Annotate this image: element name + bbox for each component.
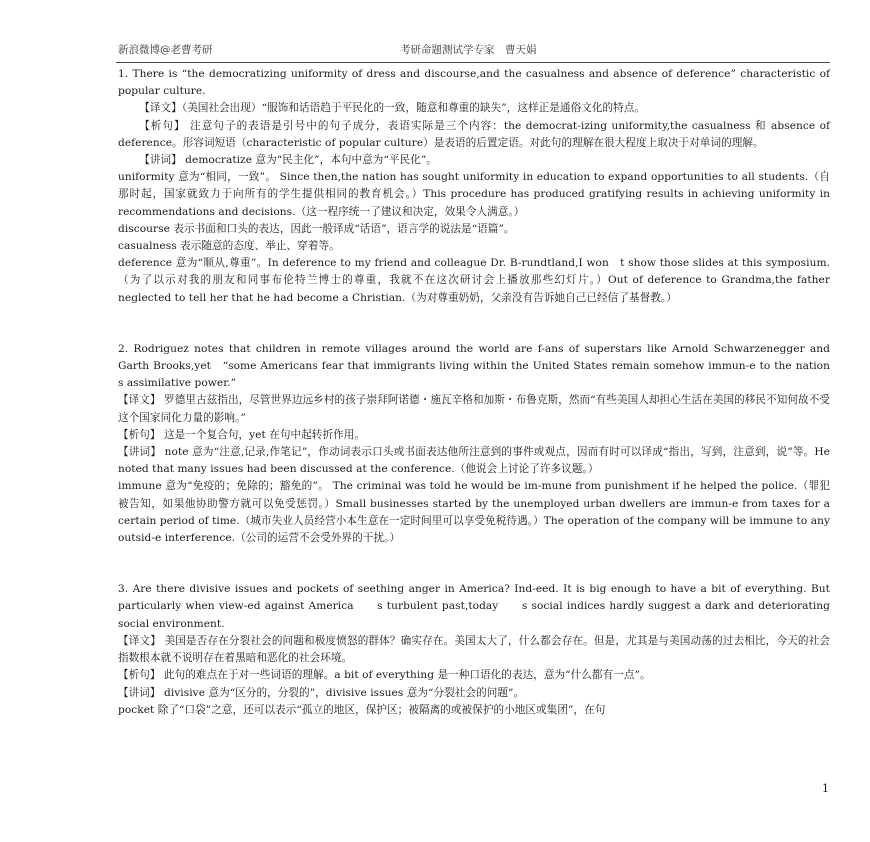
paragraph: 2. Rodriguez notes that children in remote villages around the world are f-ans of superstars like Arnold Schwarzenegger and Garth Brooks,yet “some Americans fear that immigrants living within the United States remain somehow immun-e to the nation s assimilative power.” [118, 342, 852, 390]
paragraph: 【译文】 罗德里古兹指出，尽管世界边远乡村的孩子崇拜阿诺德・施瓦辛格和加斯・布鲁克斯，然而“有些美国人却担心生活在美国的移民不知何故不受这个国家同化力量的影响。” [118, 394, 830, 424]
paragraph: 3. Are there divisive issues and pockets of seething anger in America? Ind-eed. It is big enough to have a bit of everything. But particularly when view-ed against America s turbulent past,today s social indices hardly suggest a dark and deteriorating social environment. [118, 583, 830, 630]
paragraph: immune 意为“免疫的；免除的；豁免的”。 The criminal was told he would be im-mune from punishment if he helped the police.（罪犯被告知，如果他协助警方就可以免受惩罚。）Small businesses started by the unemployed urban dwellers are immun-e from taxes for a certain period of time.（城市失业人员经营小本生意在一定时间里可以享受免税待遇。）The operation of the company will be immune to any outsid-e interference.（公司的运营不会受外界的干扰。） [118, 480, 830, 545]
paragraph: 【讲词】 note 意为“注意,记录,作笔记”，作动词表示口头或书面表达他所注意到的事件或观点，因而有时可以译成“指出，写到，注意到，说”等。He noted that many issues had been discussed at the conference.（他说会上讨论了许多议题。） [118, 446, 830, 476]
paragraph: deference 意为“顺从,尊重”。In deference to my friend and colleague Dr. B-rundtland,I won t show those slides at this symposium.（为了以示对我的朋友和同事布伦特兰博士的尊重，我就不在这次研讨会上播放那些幻灯片。）Out of deference to Grandma,the father neglected to tell her that he had become a Christian.（为对尊重奶奶，父亲没有告诉她自己已经信了基督教。） [118, 257, 830, 304]
section-2 [118, 341, 852, 547]
paragraph: 【讲词】 divisive 意为“区分的，分裂的”，divisive issues 意为“分裂社会的问题”。 [118, 686, 525, 699]
page-number: 1 [822, 782, 829, 795]
paragraph: 【译文】（美国社会出现）“服饰和话语趋于平民化的一致，随意和尊重的缺失”，这样正是通俗文化的特点。 [139, 102, 646, 115]
header-left: 新浪微博@老曹考研 [118, 44, 213, 56]
paragraph: discourse 表示书面和口头的表达，因此一般译成“话语”，语言学的说法是“语篇”。 [118, 222, 515, 235]
paragraph: 【析句】 此句的难点在于对一些词语的理解。a bit of everything 是一种口语化的表达，意为“什么都有一点”。 [118, 669, 651, 682]
section-gap [118, 547, 830, 581]
paragraph: 【析句】 注意句子的表语是引号中的句子成分，表语实际是三个内容：the democrat-izing uniformity,the casualness 和 absence of deference。形容词短语（characteristic of popular culture）是表语的后置定语。对此句的理解在很大程度上取决于对单词的理解。 [118, 119, 830, 149]
section-gap [118, 307, 830, 341]
paragraph: pocket 除了“口袋”之意，还可以表示“孤立的地区，保护区；被隔离的或被保护的小地区或集团”，在句 [118, 703, 606, 716]
paragraph: 【译文】 美国是否存在分裂社会的问题和极度愤怒的群体？确实存在。美国太大了，什么都会存在。但是，尤其是与美国动荡的过去相比，今天的社会指数根本就不说明存在着黑暗和恶化的社会环境。 [118, 634, 830, 665]
paragraph: 1. There is “the democratizing uniformity of dress and discourse,and the casualness and absence of deference” characteristic of popular culture. [118, 68, 830, 98]
paragraph: casualness 表示随意的态度、举止、穿着等。 [118, 240, 340, 253]
header-center: 考研命题测试学专家 曹天娟 [400, 44, 537, 56]
paragraph: 【讲词】 democratize 意为“民主化”，本句中意为“平民化”。 [139, 154, 437, 167]
section-3 [118, 581, 830, 719]
paragraph: 【析句】 这是一个复合句，yet 在句中起转折作用。 [118, 428, 366, 441]
document-body [118, 66, 852, 719]
section-1 [118, 66, 830, 307]
header-rule [116, 62, 830, 63]
paragraph: uniformity 意为“相同，一致”。 Since then,the nation has sought uniformity in education to expand opportunities to all students.（自那时起，国家就致力于向所有的学生提供相同的教育机会。）This procedure has produced gratifying results in achieving uniformity in recommendations and decisions.（这一程序统一了建议和决定，效果令人满意。） [118, 171, 830, 218]
